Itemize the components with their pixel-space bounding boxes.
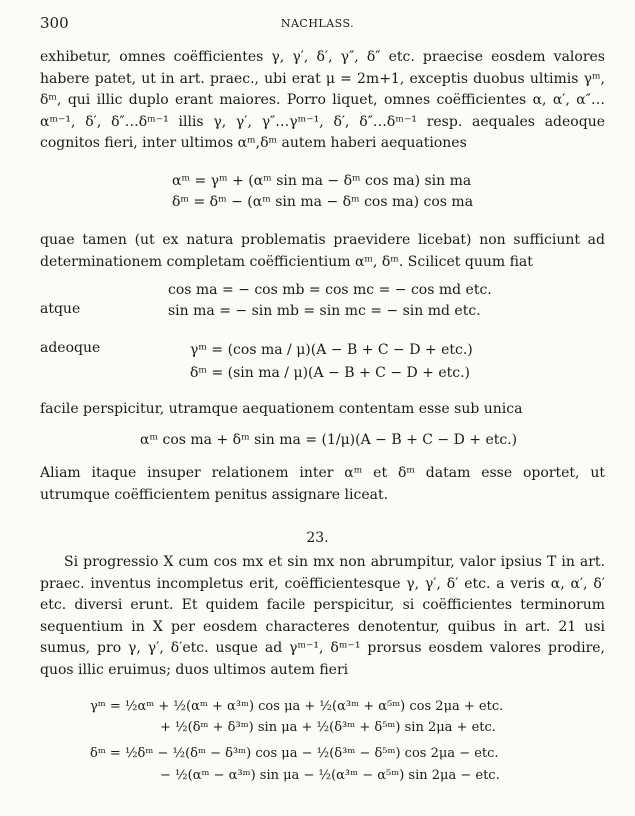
equation-1: αᵐ = γᵐ + (αᵐ sin ma − δᵐ cos ma) sin ma	[172, 173, 472, 189]
equation-4: sin ma = − sin mb = sin mc = − sin md etc.	[168, 303, 481, 319]
paragraph-3: facile perspicitur, utramque aequationem contentam esse sub unica	[40, 401, 523, 417]
running-head: NACHLASS.	[280, 17, 355, 30]
equation-11: − ½(αᵐ − α³ᵐ) sin μa − ½(α³ᵐ − α⁵ᵐ) sin 2μa − etc.	[160, 768, 500, 783]
equation-9: + ½(δᵐ + δ³ᵐ) sin μa + ½(δ³ᵐ + δ⁵ᵐ) sin 2μa + etc.	[160, 720, 496, 735]
equation-3: cos ma = − cos mb = cos mc = − cos md etc.	[168, 282, 492, 298]
paragraph-1: exhibetur, omnes coëfficientes γ, γ′, δ′, γ″, δ″ etc. praecise eosdem valores habere patet, ut in art. praec., ubi erat μ = 2m+1, exceptis duobus ultimis γᵐ, δᵐ, qui illic duplo erant maiores. Porro liquet, omnes coëfficientes α, α′, α″…αᵐ⁻¹, δ′, δ″…δᵐ⁻¹ illis γ, γ′, γ″…γᵐ⁻¹, δ′, δ″…δᵐ⁻¹ resp. aequales adeoque cognitos fieri, inter ultimos αᵐ,δᵐ autem haberi aequationes	[40, 49, 605, 151]
equation-6: δᵐ = (sin ma / μ)(A − B + C − D + etc.)	[190, 365, 471, 381]
page-number: 300	[40, 14, 69, 32]
equation-5: γᵐ = (cos ma / μ)(A − B + C − D + etc.)	[190, 342, 473, 358]
label-adeoque: adeoque	[40, 340, 101, 356]
paragraph-2: quae tamen (ut ex natura problematis praevidere licebat) non sufficiunt ad determinationem completam coëfficientium αᵐ, δᵐ. Scilicet quum fiat	[40, 232, 605, 270]
page-header	[40, 14, 595, 36]
equation-8: γᵐ = ½αᵐ + ½(αᵐ + α³ᵐ) cos μa + ½(α³ᵐ + α⁵ᵐ) cos 2μa + etc.	[90, 699, 504, 714]
equation-10: δᵐ = ½δᵐ − ½(δᵐ − δ³ᵐ) cos μa − ½(δ³ᵐ − δ⁵ᵐ) cos 2μa − etc.	[90, 746, 499, 761]
paragraph-5: Si progressio X cum cos mx et sin mx non abrumpitur, valor ipsius T in art. praec. inventus incompletus erit, coëfficientesque γ, γ′, δ′ etc. a veris α, α′, δ′ etc. diversi erunt. Et quidem facile perspicitur, si coëfficientes terminorum sequentium in X per eosdem characteres denotentur, quibus in art. 21 usi sumus, pro γ, γ′, δ′etc. usque ad γᵐ⁻¹, δᵐ⁻¹ prorsus eosdem valores prodire, quos illic eruimus; duos ultimos autem fieri	[40, 554, 605, 678]
equation-7: αᵐ cos ma + δᵐ sin ma = (1/μ)(A − B + C − D + etc.)	[140, 432, 518, 448]
label-atque: atque	[40, 301, 81, 317]
equation-2: δᵐ = δᵐ − (αᵐ sin ma − δᵐ cos ma) cos ma	[172, 194, 474, 210]
paragraph-4: Aliam itaque insuper relationem inter αᵐ et δᵐ datam esse oportet, ut utrumque coëfficientem penitus assignare liceat.	[40, 465, 605, 503]
section-number: 23.	[306, 530, 329, 546]
